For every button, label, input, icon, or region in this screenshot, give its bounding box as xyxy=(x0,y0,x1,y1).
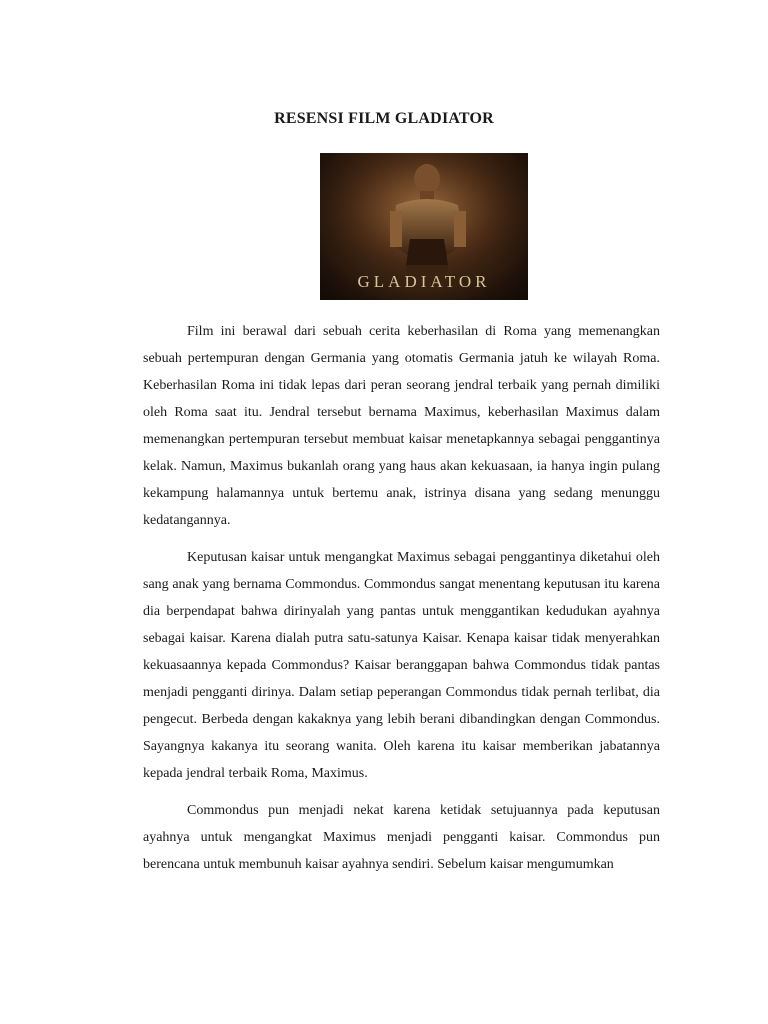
gladiator-poster-image xyxy=(320,153,528,300)
paragraph-3: Commondus pun menjadi nekat karena ketidak setujuannya pada keputusan ayahnya untuk mengangkat Maximus menjadi pengganti kaisar. Commondus pun berencana untuk membunuh kaisar ayahnya sendiri. Sebelum kaisar mengumumkan xyxy=(143,803,660,872)
paragraph-2: Keputusan kaisar untuk mengangkat Maximus sebagai penggantinya diketahui oleh sang anak yang bernama Commondus. Commondus sangat menentang keputusan itu karena dia berpendapat bahwa dirinyalah yang pantas untuk menggantikan kedudukan ayahnya sebagai kaisar. Karena dialah putra satu-satunya Kaisar. Kenapa kaisar tidak menyerahkan kekuasaannya kepada Commondus? Kaisar beranggapan bahwa Commondus tidak pantas menjadi pengganti dirinya. Dalam setiap peperangan Commondus tidak pernah terlibat, dia pengecut. Berbeda dengan kakaknya yang lebih berani dibandingkan dengan Commondus. Sayangnya kakanya itu seorang wanita. Oleh karena itu kaisar memberikan jabatannya kepada jendral terbaik Roma, Maximus. xyxy=(143,550,660,781)
document-body xyxy=(143,318,660,888)
poster-illustration xyxy=(320,153,528,300)
poster-title-text: GLADIATOR xyxy=(357,272,491,291)
paragraph-1: Film ini berawal dari sebuah cerita keberhasilan di Roma yang memenangkan sebuah pertempuran dengan Germania yang otomatis Germania jatuh ke wilayah Roma. Keberhasilan Roma ini tidak lepas dari peran seorang jendral terbaik yang pernah dimiliki oleh Roma saat itu. Jendral tersebut bernama Maximus, keberhasilan Maximus dalam memenangkan pertempuran tersebut membuat kaisar menetapkannya sebagai penggantinya kelak. Namun, Maximus bukanlah orang yang haus akan kekuasaan, ia hanya ingin pulang kekampung halamannya untuk bertemu anak, istrinya disana yang sedang menunggu kedatangannya. xyxy=(143,324,660,528)
document-title: RESENSI FILM GLADIATOR xyxy=(274,110,494,127)
